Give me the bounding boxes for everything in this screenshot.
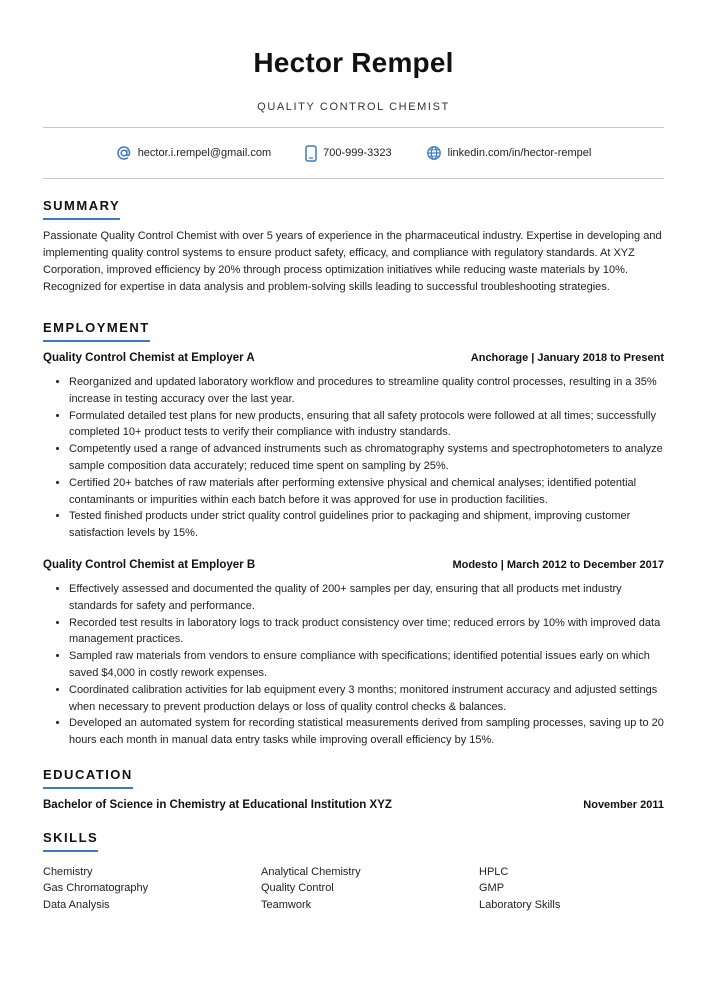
summary-text: Passionate Quality Control Chemist with over 5 years of experience in the pharmaceutical industry. Expertise in developing and implementing quality control systems to ensure product safety, efficacy, and compliance with regulatory standards. At XYZ Corporation, improved efficiency by 20% through process optimization initiatives while reducing waste materials by 10%. Recognized for expertise in data analysis and problem-solving skills leading to successful troubleshooting strategies. bbox=[43, 230, 662, 293]
skills-grid bbox=[43, 864, 664, 913]
contact-email[interactable] bbox=[116, 145, 271, 161]
summary-section bbox=[43, 198, 120, 220]
section-underline bbox=[43, 218, 120, 220]
bullet-item: • Coordinated calibration activities for lab equipment every 3 months; monitored instrument accuracy and adjusted settings when necessary to prevent production delays or loss of quality control checks & balances. bbox=[69, 682, 664, 716]
section-title: SUMMARY bbox=[43, 198, 121, 213]
skill-item: Teamwork bbox=[261, 898, 312, 911]
skill-item: Data Analysis bbox=[43, 898, 110, 911]
globe-icon bbox=[426, 145, 442, 161]
candidate-name: Hector Rempel bbox=[253, 47, 454, 78]
skill-item: Analytical Chemistry bbox=[261, 865, 361, 878]
skill-item: Quality Control bbox=[261, 882, 334, 895]
skill-item: Laboratory Skills bbox=[479, 898, 561, 911]
divider bbox=[43, 178, 664, 179]
employment-section bbox=[43, 320, 150, 342]
bullet-item: • Effectively assessed and documented the quality of 200+ samples per day, ensuring that all products met industry standards for safety and performance. bbox=[69, 581, 664, 615]
bullet-item: • Reorganized and updated laboratory workflow and procedures to streamline quality control processes, resulting in a 35% increase in testing accuracy over the last year. bbox=[69, 374, 664, 408]
skill-item: Gas Chromatography bbox=[43, 882, 149, 895]
section-underline bbox=[43, 787, 133, 789]
degree-title: Bachelor of Science in Chemistry at Educational Institution XYZ bbox=[43, 798, 392, 811]
section-title: EDUCATION bbox=[43, 766, 133, 782]
education-entry bbox=[43, 799, 664, 811]
contact-linkedin[interactable] bbox=[426, 145, 592, 161]
skill-item: Chemistry bbox=[43, 865, 93, 878]
job-meta: Anchorage | January 2018 to Present bbox=[470, 352, 664, 364]
linkedin-text: linkedin.com/in/hector-rempel bbox=[447, 147, 592, 159]
section-underline bbox=[43, 340, 150, 342]
bullet-item: • Competently used a range of advanced instruments such as chromatography systems and spectrophotometers to analyze sample composition data accurately; reduced time spent on sampling by 25%. bbox=[69, 441, 664, 475]
job-meta: Modesto | March 2012 to December 2017 bbox=[452, 558, 664, 571]
job-title: Quality Control Chemist at Employer A bbox=[43, 352, 255, 364]
job-header bbox=[43, 352, 664, 364]
skill-item: GMP bbox=[479, 882, 505, 895]
job-header bbox=[43, 559, 664, 571]
phone-text: 700-999-3323 bbox=[323, 147, 392, 159]
email-text: hector.i.rempel@gmail.com bbox=[137, 147, 272, 159]
section-title: EMPLOYMENT bbox=[43, 320, 150, 335]
bullet-item: • Tested finished products under strict quality control guidelines prior to packaging and shipment, improving customer satisfaction levels by 15%. bbox=[69, 508, 664, 542]
phone-icon bbox=[305, 145, 317, 162]
job-title: Quality Control Chemist at Employer B bbox=[43, 558, 256, 571]
bullet-item: • Certified 20+ batches of raw materials after performing extensive physical and chemical analyses; identified potential contaminants or impurities within each batch before it was approved for use in production facilities. bbox=[69, 475, 664, 509]
job-role: QUALITY CONTROL CHEMIST bbox=[257, 101, 450, 113]
bullet-item: • Recorded test results in laboratory logs to track product consistency over time; reduced errors by 10% with improved data management practices. bbox=[69, 615, 664, 649]
job-bullets bbox=[43, 581, 664, 749]
section-underline bbox=[43, 850, 98, 852]
job-bullets bbox=[43, 374, 664, 542]
skills-section bbox=[43, 830, 98, 852]
at-icon bbox=[116, 145, 132, 161]
bullet-item: • Developed an automated system for recording statistical measurements derived from sampling processes, saving up to 20 hours each month in manual data entry tasks while improving overall efficiency by 15%. bbox=[69, 715, 664, 749]
contact-bar bbox=[43, 128, 664, 178]
education-section bbox=[43, 767, 133, 789]
bullet-item: • Sampled raw materials from vendors to ensure compliance with specifications; identified potential issues early on which saved $4,000 in costly rework expenses. bbox=[69, 648, 664, 682]
skill-item: HPLC bbox=[479, 865, 509, 878]
contact-phone[interactable] bbox=[305, 145, 392, 162]
section-title: SKILLS bbox=[43, 829, 99, 845]
degree-date: November 2011 bbox=[583, 798, 664, 811]
bullet-item: • Formulated detailed test plans for new products, ensuring that all safety protocols were followed at all times; successfully completed 10+ product tests to verify their compliance with industry standards. bbox=[69, 408, 664, 442]
